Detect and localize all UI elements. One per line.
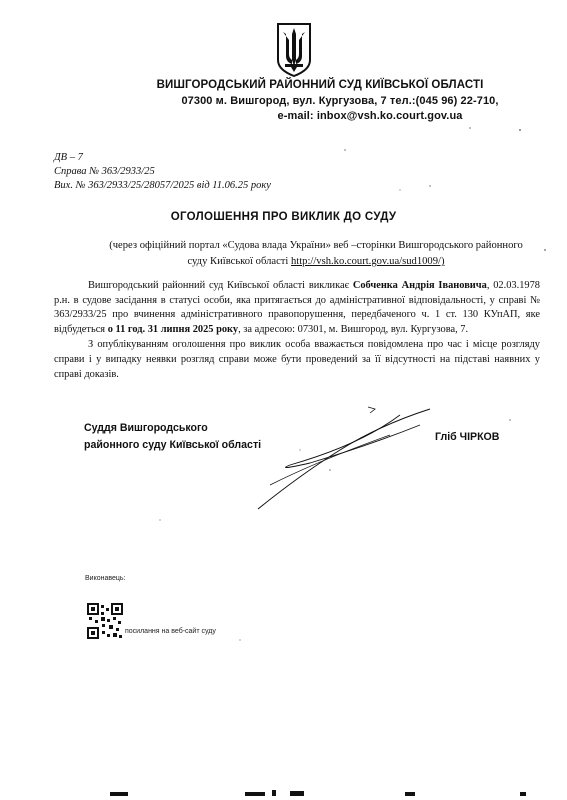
case-number: Справа № 363/2933/25 — [54, 166, 155, 177]
court-email: e-mail: inbox@vsh.ko.court.gov.ua — [277, 110, 463, 122]
doc-code: ДВ – 7 — [54, 152, 83, 163]
paragraph-text: , 02.03.1978 р.н. в судове засідання в статусі особи, яка притягається до адміністративної відповідальності, у справі № 363/2933/25 про вчинення адміністративного правопорушення, передбаченого ч. 1 ст. 130 КУпАП, яке відбудеться — [54, 280, 540, 335]
court-name-heading: ВИШГОРОДСЬКИЙ РАЙОННИЙ СУД КИЇВСЬКОЇ ОБЛАСТІ — [156, 79, 484, 91]
signature-role-line-2: районного суду Київської області — [84, 439, 262, 451]
subtitle-line-1: (через офіційний портал «Судова влада України» веб –сторінки Вишгородського районного — [109, 240, 523, 251]
court-website-link[interactable]: http://vsh.ko.court.gov.ua/sud1009/) — [291, 256, 445, 267]
summoned-person-name: Собченка Андрія Івановича — [352, 280, 487, 291]
judge-name: Гліб ЧІРКОВ — [435, 431, 500, 443]
signature-role — [84, 420, 261, 454]
signature-role-line-1: Суддя Вишгородського — [84, 422, 208, 434]
coat-of-arms-emblem — [274, 20, 314, 78]
qr-caption: посилання на веб-сайт суду — [125, 628, 216, 635]
subtitle-line-2 — [92, 254, 540, 270]
hearing-date: о 11 год. 31 липня 2025 року — [107, 323, 239, 335]
paragraph-text: Вишгородський районний суд Київської області викликає — [88, 280, 353, 291]
document-title: ОГОЛОШЕННЯ ПРО ВИКЛИК ДО СУДУ — [170, 211, 397, 223]
outgoing-number: Вих. № 363/2933/25/28057/2025 від 11.06.25 року — [54, 180, 271, 191]
notice-body — [54, 279, 540, 382]
executor-label: Виконавець: — [85, 575, 126, 582]
court-address: 07300 м. Вишгород, вул. Кургузова, 7 тел.:(045 96) 22-710, — [181, 95, 499, 107]
handwritten-signature — [250, 405, 440, 515]
paragraph-text: , за адресою: 07301, м. Вишгород, вул. Кургузова, 7. — [238, 323, 469, 335]
subtitle-prefix: суду Київської області — [187, 256, 291, 267]
notice-paragraph-1 — [54, 279, 540, 337]
notice-paragraph-2: З опублікуванням оголошення про виклик особа вважається повідомлена про час і місце розгляду справи і у випадку неявки розгляд справи може бути проведений за її відсутності на підставі наявних у справі доказів. — [54, 339, 540, 380]
qr-code-icon[interactable] — [87, 603, 123, 639]
